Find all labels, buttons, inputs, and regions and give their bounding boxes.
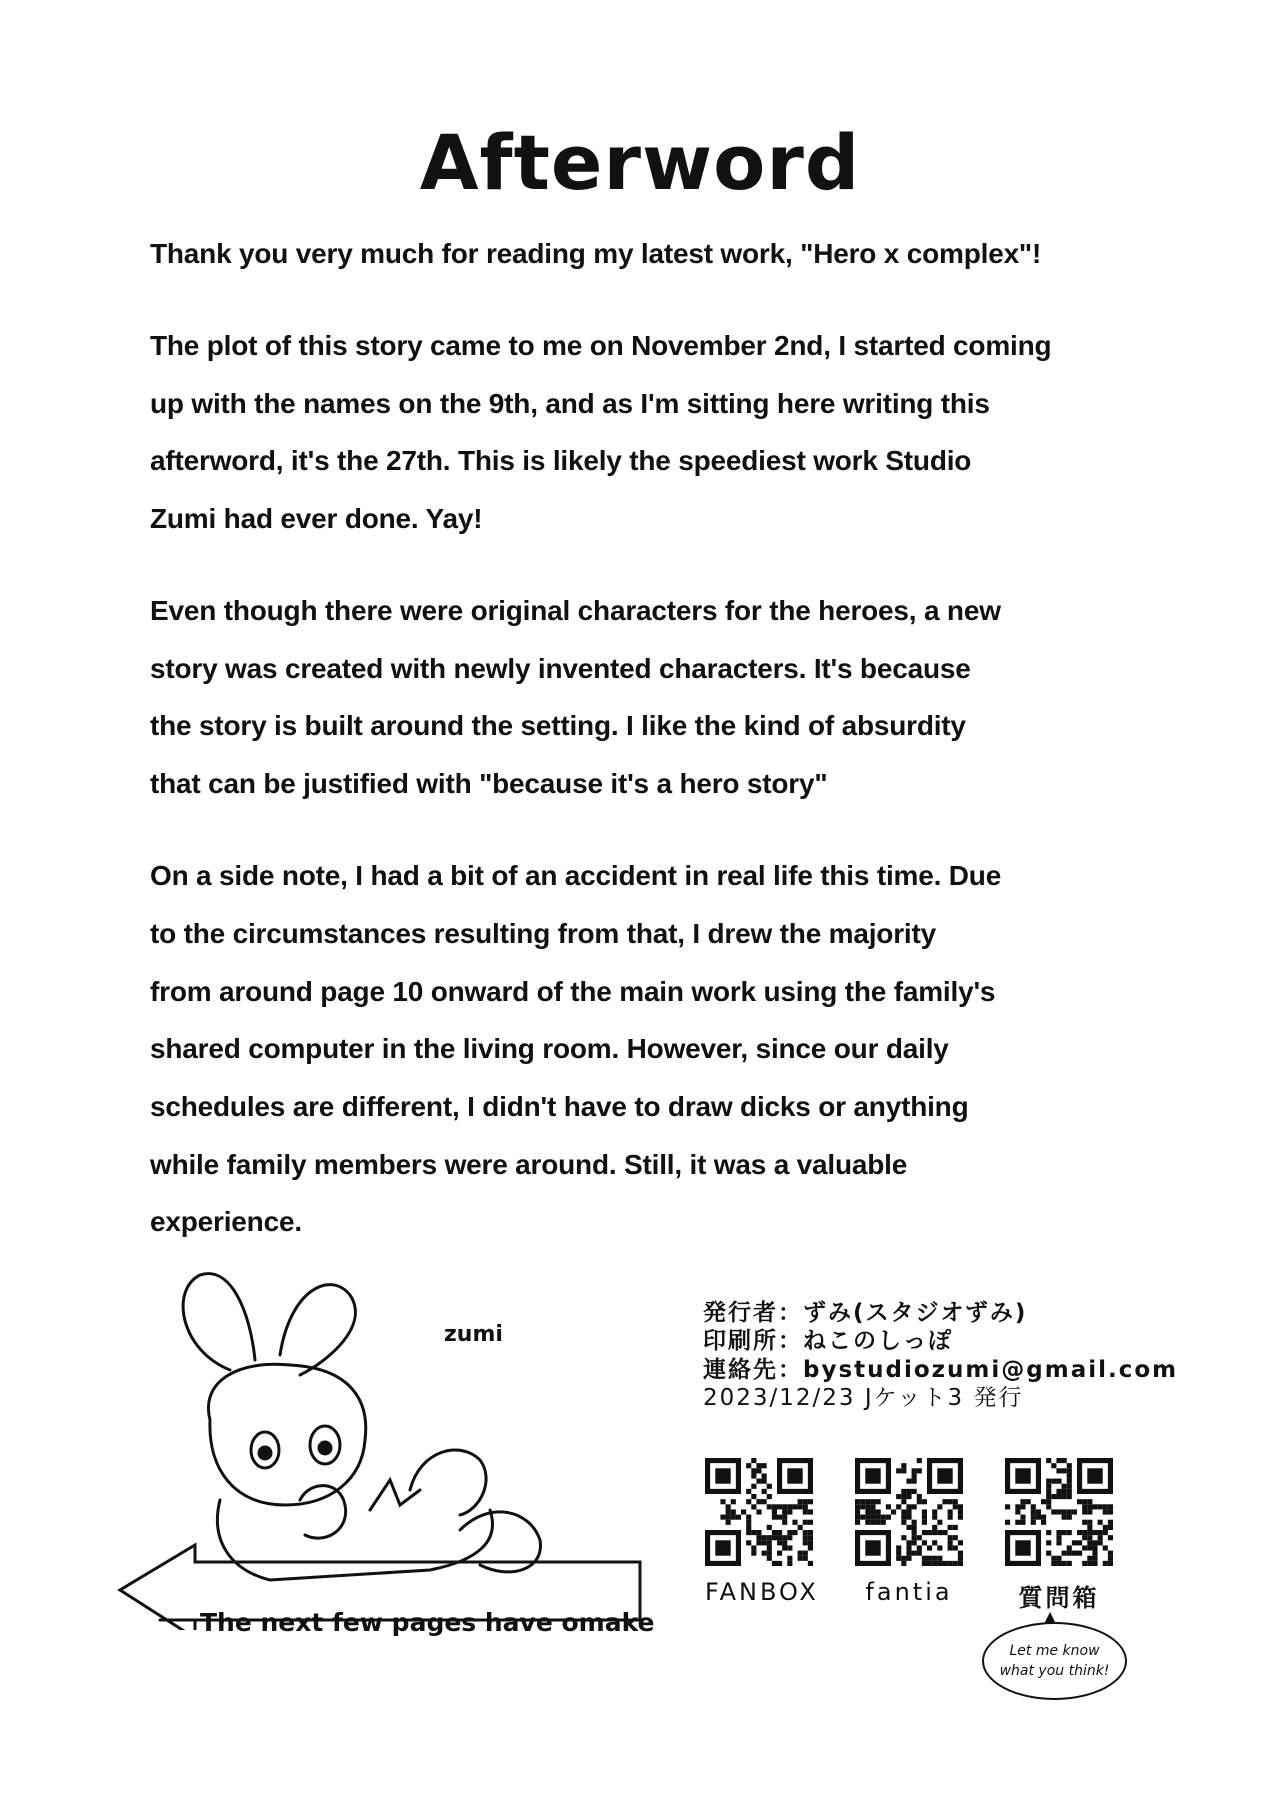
- artist-signature: zumi: [444, 1322, 503, 1347]
- text-line: shared computer in the living room. However, since our daily: [150, 1033, 949, 1064]
- text-line: experience.: [150, 1206, 302, 1237]
- speech-bubble: [982, 1622, 1127, 1700]
- text-line: from around page 10 onward of the main work using the family's: [150, 976, 996, 1007]
- fantia-qr-code[interactable]: [855, 1457, 963, 1567]
- text-line: up with the names on the 9th, and as I'm sitting here writing this: [150, 388, 990, 419]
- date-line: 2023/12/23 Jケット3 発行: [703, 1385, 1024, 1411]
- text-line: while family members were around. Still, it was a valuable: [150, 1149, 908, 1180]
- text-line: the story is built around the setting. I like the kind of absurdity: [150, 710, 966, 741]
- text-line: Even though there were original characters for the heroes, a new: [150, 595, 1001, 626]
- fanbox-label: FANBOX: [705, 1578, 819, 1606]
- text-line: On a side note, I had a bit of an accident in real life this time. Due: [150, 860, 1002, 891]
- publisher-line: 発行者：ずみ(スタジオずみ): [703, 1300, 1028, 1326]
- text-line: story was created with newly invented characters. It's because: [150, 653, 971, 684]
- page-title: Afterword: [419, 118, 861, 207]
- character-illustration: [100, 1250, 660, 1630]
- text-line: schedules are different, I didn't have to draw dicks or anything: [150, 1091, 969, 1122]
- text-line: to the circumstances resulting from that, I drew the majority: [150, 918, 936, 949]
- omake-caption: The next few pages have omake: [200, 1608, 655, 1637]
- contact-line: 連絡先：bystudiozumi@gmail.com: [703, 1357, 1179, 1383]
- text-line: Thank you very much for reading my latest work, "Hero x complex"!: [150, 238, 1042, 269]
- text-line: The plot of this story came to me on November 2nd, I started coming: [150, 330, 1052, 361]
- text-line: that can be justified with "because it's a hero story": [150, 768, 828, 799]
- text-line: afterword, it's the 27th. This is likely the speediest work Studio: [150, 445, 972, 476]
- question-box-label: 質問箱: [1018, 1584, 1100, 1612]
- bubble-line: Let me know: [1009, 1643, 1100, 1659]
- bubble-line: what you think!: [999, 1663, 1110, 1679]
- fantia-label: fantia: [865, 1578, 953, 1606]
- question-box-qr-code[interactable]: [1005, 1457, 1113, 1567]
- fanbox-qr-code[interactable]: [705, 1457, 813, 1567]
- text-line: Zumi had ever done. Yay!: [150, 503, 483, 534]
- printer-line: 印刷所：ねこのしっぽ: [703, 1328, 953, 1354]
